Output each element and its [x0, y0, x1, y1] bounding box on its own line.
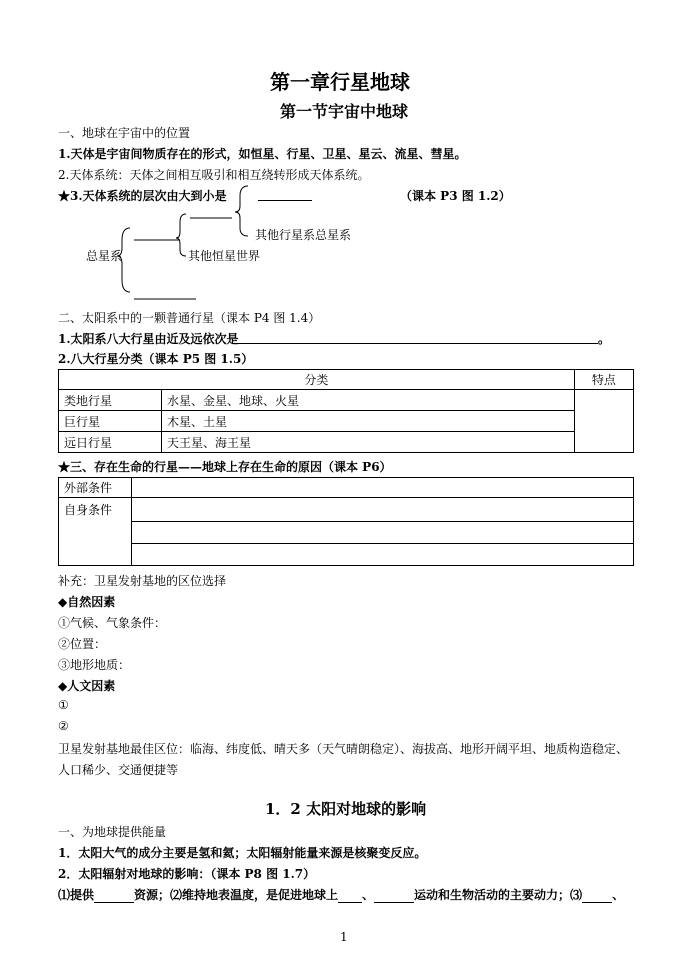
answer-blank: [338, 890, 362, 903]
section2-heading: 一、为地球提供能量: [58, 825, 167, 839]
section2-title: 1．2 太阳对地球的影响: [265, 800, 427, 818]
table-header-classification: 分类: [59, 370, 575, 390]
label-other-planet-systems: 其他行星系总星系: [255, 228, 352, 242]
part2-item1-end: 。: [598, 332, 611, 346]
part1-item1: 1.天体是宇宙间物质存在的形式，如恒星、行星、卫星、星云、流星、彗星。: [58, 147, 467, 161]
part2-item2: 2.八大行星分类（课本 P5 图 1.5）: [58, 352, 254, 366]
table-cell: 水星、金星、地球、火星: [162, 390, 575, 411]
supplement-title: 补充：卫星发射基地的区位选择: [58, 574, 227, 588]
table-row: [59, 432, 634, 453]
table-row: [59, 498, 634, 522]
answer-blank: [374, 890, 414, 903]
brace-middle: [176, 214, 186, 256]
table-row: [59, 544, 634, 566]
table-row: [59, 522, 634, 544]
label-other-star-worlds: 其他恒星世界: [188, 249, 261, 263]
section2-item2: 2．太阳辐射对地球的影响：（课本 P8 图 1.7）: [58, 867, 316, 881]
answer-blank: [94, 890, 134, 903]
part3-heading: ★三、存在生命的行星——地球上存在生命的原因（课本 P6）: [58, 460, 392, 474]
supplement-n2: ②位置：: [58, 637, 107, 651]
part1-item3: ★3.天体系统的层次由大到小是: [58, 189, 227, 203]
table-cell: 天王星、海王星: [162, 432, 575, 453]
supplement-h2: ②: [58, 719, 69, 733]
answer-blank: [582, 890, 612, 903]
table-row: [59, 478, 634, 498]
brace-top: [235, 186, 248, 236]
page-number: 1: [340, 930, 348, 944]
supplement-n3: ③地形地质：: [58, 658, 131, 672]
life-conditions-table: [58, 477, 634, 566]
features-cell[interactable]: [574, 390, 633, 453]
supplement-human: ◆人文因素: [58, 679, 116, 693]
table-cell: 自身条件: [59, 498, 132, 566]
section-title: 第一节宇宙中地球: [280, 102, 409, 121]
planet-classification-table: [58, 369, 634, 453]
part1-heading: 一、地球在宇宙中的位置: [58, 126, 191, 140]
answer-cell[interactable]: [132, 522, 634, 544]
section2-item1: 1．太阳大气的成分主要是氢和氦；太阳辐射能量来源是核聚变反应。: [58, 846, 427, 860]
part2-item1: 1.太阳系八大行星由近及远依次是: [58, 332, 239, 346]
supplement-natural: ◆自然因素: [58, 595, 116, 609]
table-cell: 远日行星: [59, 432, 162, 453]
table-header-features: 特点: [574, 370, 633, 390]
table-cell: 巨行星: [59, 411, 162, 432]
answer-cell[interactable]: [132, 478, 634, 498]
supplement-best-line1: 卫星发射基地最佳区位：临海、纬度低、晴天多（天气晴朗稳定）、海拔高、地形开阔平坦、地质构造稳定、: [58, 742, 629, 756]
table-cell: 类地行星: [59, 390, 162, 411]
part2-heading: 二、太阳系中的一颗普通行星（课本 P4 图 1.4）: [58, 311, 321, 325]
section2-item3: ⑴提供 资源；⑵维持地表温度，是促进地球上 、 运动和生物活动的主要动力；⑶ 、: [58, 888, 625, 902]
part1-item3-ref: （课本 P3 图 1.2）: [400, 189, 511, 203]
answer-cell[interactable]: [132, 498, 634, 522]
part1-item2: 2.天体系统：天体之间相互吸引和相互绕转形成天体系统。: [58, 168, 370, 182]
table-cell: 木星、土星: [162, 411, 575, 432]
table-cell: 外部条件: [59, 478, 132, 498]
answer-cell[interactable]: [132, 544, 634, 566]
supplement-best-line2: 人口稀少、交通便捷等: [58, 763, 179, 777]
answer-blank: [234, 343, 598, 344]
supplement-h1: ①: [58, 698, 69, 712]
page-title: 第一章行星地球: [270, 70, 410, 94]
supplement-n1: ①气候、气象条件：: [58, 616, 167, 630]
table-row: [59, 390, 634, 411]
label-total-galaxy: 总星系: [86, 249, 123, 263]
table-row: [59, 411, 634, 432]
